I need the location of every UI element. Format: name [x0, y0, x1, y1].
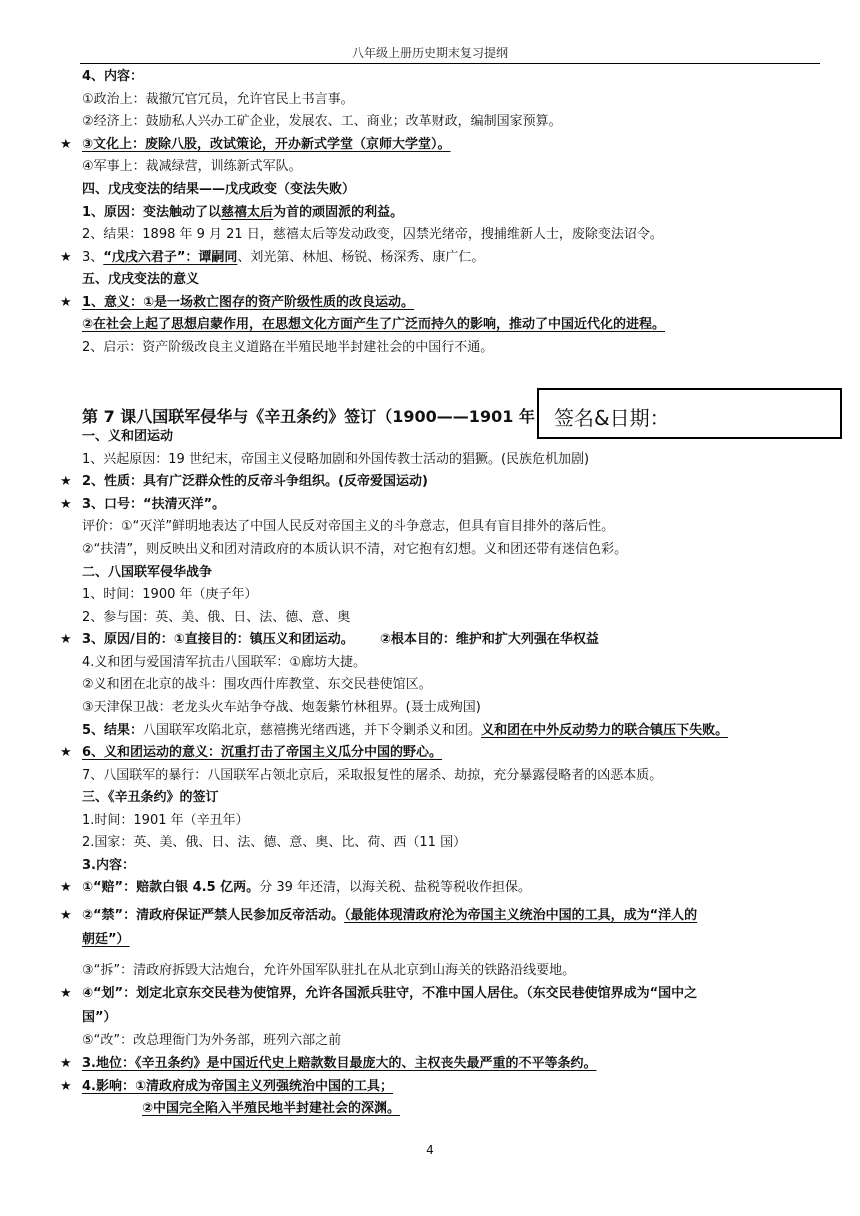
text-line: 2、结果：1898 年 9 月 21 日，慈禧太后等发动政变，囚禁光绪帝，搜捕维新人士，废除变法诏令。	[82, 227, 663, 242]
text-line: 1.时间：1901 年（辛丑年）	[82, 813, 249, 828]
page-number: 4	[426, 1143, 434, 1157]
text-line: ③“拆”：清政府拆毁大沽炮台，允许外国军队驻扎在从北京到山海关的铁路沿线要地。	[82, 963, 576, 978]
star-icon: ★	[60, 295, 72, 310]
text-line: ③天津保卫战：老龙头火车站争夺战、炮轰紫竹林租界。(聂士成殉国)	[82, 700, 481, 715]
text-line: ①政治上：裁撤冗官冗员，允许官民上书言事。	[82, 92, 354, 107]
text-line: 1、原因：变法触动了以慈禧太后为首的顽固派的利益。	[82, 205, 404, 220]
text-line: 1、时间：1900 年（庚子年）	[82, 587, 258, 602]
text-line: 2.国家：英、美、俄、日、法、德、意、奥、比、荷、西（11 国）	[82, 835, 467, 850]
text-line: 3、“戊戌六君子”：谭嗣同、刘光第、林旭、杨锐、杨深秀、康广仁。	[82, 250, 485, 265]
text-line: ⑤“改”：改总理衙门为外务部，班列六部之前	[82, 1033, 342, 1048]
section-heading: 五、戊戌变法的意义	[82, 272, 200, 287]
text-line: 6、义和团运动的意义：沉重打击了帝国主义瓜分中国的野心。	[82, 745, 443, 760]
star-icon: ★	[60, 474, 72, 489]
star-icon: ★	[60, 632, 72, 647]
text-line: ④“划”：划定北京东交民巷为使馆界，允许各国派兵驻守，不准中国人居住。（东交民巷使馆界成为“国中之	[82, 986, 698, 1001]
text-line: 3、口号：“扶清灭洋”。	[82, 497, 226, 512]
text-line: ①“赔”：赔款白银 4.5 亿两。分 39 年还清，以海关税、盐税等税收作担保。	[82, 880, 531, 895]
star-icon: ★	[60, 1079, 72, 1094]
star-icon: ★	[60, 137, 72, 152]
text-line: 7、八国联军的暴行：八国联军占领北京后，采取报复性的屠杀、劫掠，充分暴露侵略者的凶恶本质。	[82, 768, 663, 783]
text-line: ②义和团在北京的战斗：围攻西什库教堂、东交民巷使馆区。	[82, 677, 432, 692]
section-heading: 四、戊戌变法的结果——戊戌政变（变法失败）	[82, 182, 356, 197]
signature-label: 签名&日期：	[554, 406, 670, 430]
text-line: 4.义和团与爱国清军抗击八国联军：①廊坊大捷。	[82, 655, 367, 670]
lesson-title: 第 7 课八国联军侵华与《辛丑条约》签订（1900——1901 年	[82, 407, 535, 426]
star-icon: ★	[60, 908, 72, 923]
text-line: ②“扶清”，则反映出义和团对清政府的本质认识不清，对它抱有幻想。义和团还带有迷信色彩。	[82, 542, 628, 557]
star-icon: ★	[60, 986, 72, 1001]
text-line: 2、启示：资产阶级改良主义道路在半殖民地半封建社会的中国行不通。	[82, 340, 494, 355]
text-line: 3.地位：《辛丑条约》是中国近代史上赔款数目最庞大的、主权丧失最严重的不平等条约。	[82, 1056, 597, 1071]
signature-box[interactable]	[537, 388, 842, 439]
section-heading: 一、义和团运动	[82, 429, 174, 444]
page-header: 八年级上册历史期末复习提纲	[351, 46, 508, 60]
text-line: 1、兴起原因：19 世纪末，帝国主义侵略加剧和外国传教士活动的猖獗。(民族危机加剧)	[82, 452, 590, 467]
section-heading: 二、八国联军侵华战争	[82, 565, 213, 580]
text-line: ②在社会上起了思想启蒙作用，在思想文化方面产生了广泛而持久的影响，推动了中国近代化的进程。	[82, 317, 666, 332]
text-line: 2、性质：具有广泛群众性的反帝斗争组织。(反帝爱国运动)	[82, 474, 428, 489]
text-line: 朝廷”）	[82, 932, 130, 947]
text-line: ②经济上：鼓励私人兴办工矿企业，发展农、工、商业；改革财政，编制国家预算。	[82, 114, 562, 129]
text-line: ②中国完全陷入半殖民地半封建社会的深渊。	[142, 1101, 401, 1116]
star-icon: ★	[60, 745, 72, 760]
text-line: 1、意义：①是一场救亡图存的资产阶级性质的改良运动。	[82, 295, 415, 310]
star-icon: ★	[60, 250, 72, 265]
header-rule	[80, 63, 820, 64]
text-line: 5、结果：八国联军攻陷北京，慈禧携光绪西逃，并下令剿杀义和团。义和团在中外反动势力的联合镇压下失败。	[82, 723, 729, 738]
text-line: 4.影响：①清政府成为帝国主义列强统治中国的工具；	[82, 1079, 393, 1094]
text-line: 3.内容：	[82, 858, 135, 873]
text-line: 2、参与国：英、美、俄、日、法、德、意、奥	[82, 610, 351, 625]
star-icon: ★	[60, 1056, 72, 1071]
star-icon: ★	[60, 497, 72, 512]
text-line: ②“禁”：清政府保证严禁人民参加反帝活动。（最能体现清政府沦为帝国主义统治中国的工具，成为“洋人的	[82, 908, 698, 923]
text-line: 评价：①“灭洋”鲜明地表达了中国人民反对帝国主义的斗争意志，但具有盲目排外的落后性。	[82, 519, 615, 534]
text-line: ③文化上：废除八股，改试策论，开办新式学堂（京师大学堂）。	[82, 137, 451, 152]
section-heading: 三、《辛丑条约》的签订	[82, 790, 219, 805]
text-line: ④军事上：裁减绿营，训练新式军队。	[82, 159, 302, 174]
star-icon: ★	[60, 880, 72, 895]
text-line: 3、原因/目的：①直接目的：镇压义和团运动。 ②根本目的：维护和扩大列强在华权益	[82, 632, 599, 647]
text-line: 国”）	[82, 1010, 117, 1025]
text-line: 4、内容：	[82, 69, 144, 84]
